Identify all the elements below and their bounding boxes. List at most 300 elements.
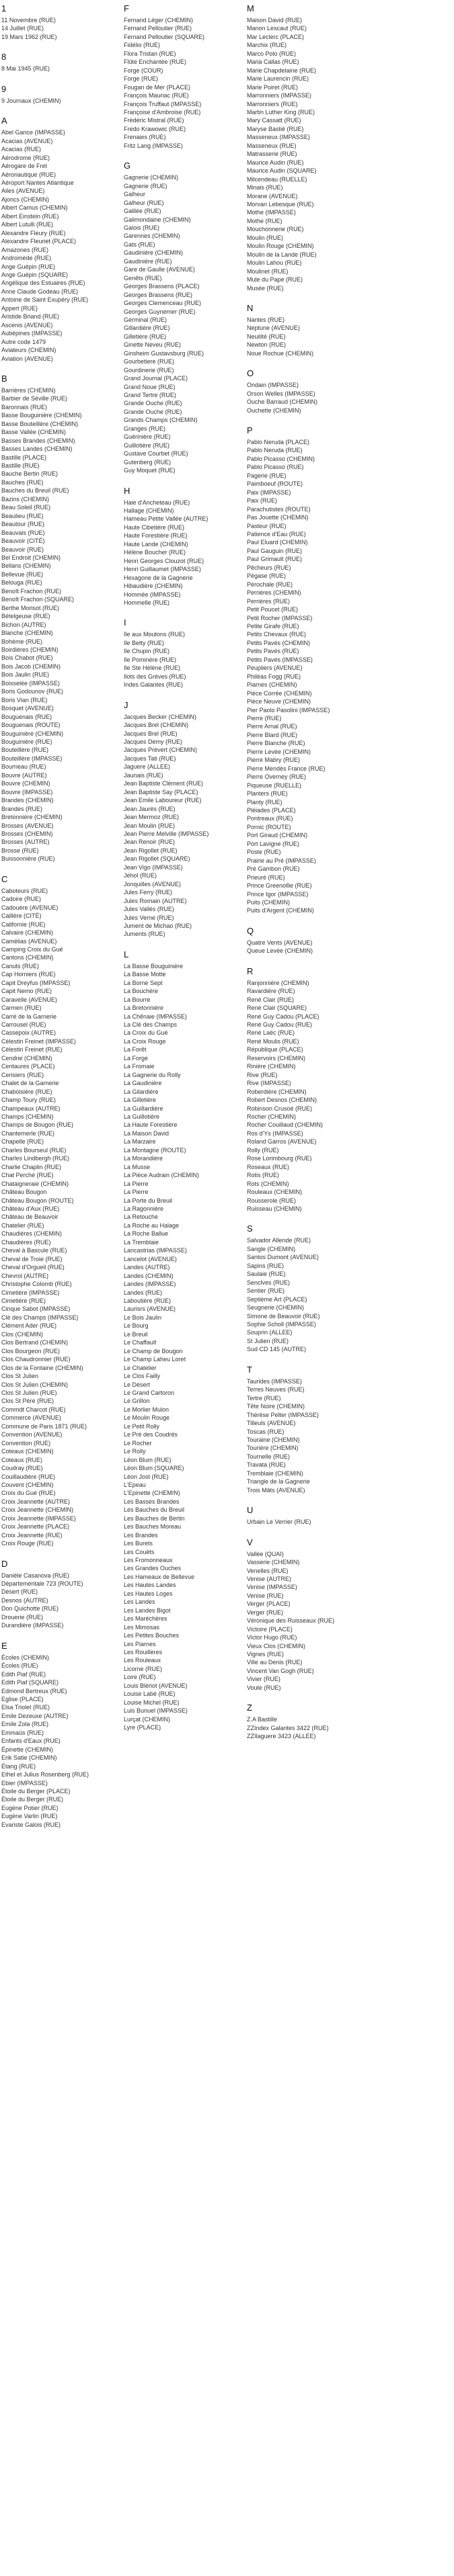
street-entry: Emile Zola (RUE)	[1, 1721, 49, 1728]
street-entry: Épinette (CHEMIN)	[1, 1746, 54, 1753]
street-entry: Cap Horniers (RUE)	[1, 971, 56, 978]
street-entry: Croix Jeannette (RUE)	[1, 1531, 63, 1539]
street-entry: Edith Piaf (RUE)	[1, 1670, 46, 1678]
street-entry: Pierre Overney (RUE)	[247, 773, 307, 781]
street-entry: Le Grand Cartoron	[124, 1389, 175, 1396]
street-entry: Chatelier (RUE)	[1, 1221, 44, 1229]
letter-section	[247, 1223, 365, 1353]
street-entry: Château d'Aux (RUE)	[1, 1205, 60, 1212]
street-entry: Appert (RUE)	[1, 304, 38, 312]
street-entry: Champs (CHEMIN)	[1, 1113, 54, 1121]
street-entry: Le Champ de Bougon	[124, 1347, 183, 1355]
street-entry: Juments (RUE)	[124, 931, 165, 938]
street-entry: La Marzaire	[124, 1138, 156, 1146]
street-entry: Les Hameaux de Bellevue	[124, 1573, 195, 1580]
street-entry: La Musse	[124, 1163, 151, 1170]
letter-section	[1, 83, 119, 105]
street-entry: Carmen (RUE)	[1, 1004, 42, 1012]
street-entry: Ginette Neveu (RUE)	[124, 341, 182, 349]
street-entry: Coudray (RUE)	[1, 1465, 43, 1472]
street-entry: Landes (IMPASSE)	[124, 1281, 176, 1288]
street-entry: Clos St Julien (CHEMIN)	[1, 1381, 69, 1388]
street-entry: L'Epinette (CHEMIN)	[124, 1490, 180, 1497]
street-entry: Clos Chaudronnier (RUE)	[1, 1356, 71, 1363]
street-entry: Don Quichotte (RUE)	[1, 1605, 59, 1613]
street-entry: Pierre Levée (CHEMIN)	[247, 748, 311, 755]
street-entry: St Julien (RUE)	[247, 1337, 289, 1344]
street-entry: Les Petites Bouches	[124, 1632, 180, 1639]
street-entry: La Gaudinière	[124, 1080, 162, 1087]
section-letter: B	[1, 373, 7, 384]
street-entry: Benoît Frachon (SQUARE)	[1, 596, 75, 603]
street-entry: Hallage (CHEMIN)	[124, 507, 174, 515]
street-entry: Chapelle (RUE)	[1, 1138, 44, 1146]
street-entry: Basse Bouteillère (CHEMIN)	[1, 420, 79, 427]
section-letter: 9	[1, 83, 7, 94]
street-entry: Pagerie (RUE)	[247, 472, 287, 479]
street-entry: Désert (RUE)	[1, 1588, 38, 1596]
section-letter: H	[124, 485, 130, 496]
street-entry: Pierre Mendès France (RUE)	[247, 765, 326, 772]
street-entry: Le Moulin Rouge	[124, 1414, 170, 1422]
letter-section	[247, 425, 365, 915]
street-entry: Aéronautique (RUE)	[1, 171, 56, 178]
street-entry: Bois Jaulin (RUE)	[1, 671, 50, 679]
street-entry: Mary Cassatt (RUE)	[247, 117, 301, 124]
street-entry: Beauvoir (RUE)	[1, 546, 44, 553]
street-entry: Bretonnière (CHEMIN)	[1, 814, 63, 821]
street-entry: 14 Juillet (RUE)	[1, 25, 44, 32]
street-entry: Ouchette (CHEMIN)	[247, 406, 301, 414]
section-letter: P	[247, 425, 253, 436]
street-entry: Centaures (PLACE)	[1, 1063, 55, 1070]
street-entry: Urbain Le Verrier (RUE)	[247, 1518, 311, 1526]
street-entry: Forge (COUR)	[124, 67, 163, 74]
street-entry: La Forêt	[124, 1046, 147, 1054]
street-entry: Les Landes Bigot	[124, 1606, 171, 1614]
street-entry: La Roche Ballue	[124, 1230, 169, 1238]
street-entry: Léon Blum (SQUARE)	[124, 1465, 184, 1472]
street-entry: Venelles (RUE)	[247, 1567, 289, 1574]
street-entry: Triangle de la Gagnerie	[247, 1478, 310, 1486]
street-entry: Germinal (RUE)	[124, 316, 167, 323]
street-entry: Pérochale (RUE)	[247, 581, 293, 588]
street-entry: Jacques Becker (CHEMIN)	[124, 713, 197, 720]
street-entry: Mothe (RUE)	[247, 217, 282, 224]
street-entry: Barrières (CHEMIN)	[1, 386, 56, 394]
street-entry: Cerisiers (RUE)	[1, 1071, 44, 1078]
street-entry: Sophie Scholl (IMPASSE)	[247, 1320, 316, 1328]
street-entry: Gagnerie (CHEMIN)	[124, 174, 179, 181]
street-entry: Le Petit Rolly	[124, 1422, 160, 1430]
street-entry: Coteaux (CHEMIN)	[1, 1448, 54, 1455]
street-entry: Fidélio (RUE)	[124, 42, 161, 49]
section-letter: U	[247, 1505, 254, 1516]
street-entry: Fougan de Mer (PLACE)	[124, 83, 191, 91]
section-letter: D	[1, 1558, 8, 1569]
street-entry: Licorne (RUE)	[124, 1665, 163, 1672]
street-entry: Marronniers (IMPASSE)	[247, 92, 311, 99]
street-entry: Gourdinerie (RUE)	[124, 366, 174, 374]
street-entry: Grands Champs (CHEMIN)	[124, 417, 198, 424]
street-entry: Carrousel (RUE)	[1, 1021, 46, 1029]
street-entry: Planters (RUE)	[247, 790, 288, 798]
street-entry: Rocher (CHEMIN)	[247, 1113, 297, 1121]
street-entry: Jean Vigo (IMPASSE)	[124, 863, 183, 871]
street-entry: Forge (RUE)	[124, 75, 159, 83]
street-entry: Le Morlier Mulon	[124, 1406, 169, 1413]
street-entry: La Bouchère	[124, 988, 159, 995]
street-entry: Chevrol (AUTRE)	[1, 1272, 49, 1279]
street-entry: Carré de la Garnerie	[1, 1013, 57, 1020]
street-entry: Pré Gambon (RUE)	[247, 865, 300, 873]
street-entry: Rotis (RUE)	[247, 1172, 280, 1179]
street-entry: 11 Novembre (RUE)	[1, 17, 56, 24]
street-entry: Danièle Casanova (RUE)	[1, 1572, 70, 1579]
section-letter: C	[1, 873, 8, 884]
street-entry: Eugène Varlin (RUE)	[1, 1813, 58, 1820]
street-entry: Benoît Frachon (RUE)	[1, 587, 62, 595]
street-entry: Pièce Neuve (CHEMIN)	[247, 698, 311, 705]
letter-section	[247, 1702, 365, 1740]
street-entry: Jean Baptiste Clément (RUE)	[124, 780, 204, 787]
street-entry: Victoire (PLACE)	[247, 1625, 293, 1633]
street-entry: Eugène Potier (RUE)	[1, 1804, 59, 1811]
street-entry: Cassepoix (AUTRE)	[1, 1029, 56, 1037]
street-entry: Newton (RUE)	[247, 341, 287, 349]
letter-section	[1, 873, 119, 1548]
street-entry: Pablo Neruda (PLACE)	[247, 439, 310, 446]
street-entry: Landes (RUE)	[124, 1289, 163, 1296]
street-entry: Croix du Gué (RUE)	[1, 1490, 56, 1497]
street-entry: Boirdières (CHEMIN)	[1, 646, 59, 653]
street-entry: La Croix Rouge	[124, 1037, 166, 1045]
street-entry: Milcendeau (RUELLE)	[247, 175, 307, 183]
street-entry: Laboutière (RUE)	[124, 1297, 172, 1304]
street-entry: Ile aux Moutons (RUE)	[124, 631, 186, 638]
street-entry: Basses Brandes (CHEMIN)	[1, 437, 75, 444]
street-entry: Edith Piaf (SQUARE)	[1, 1679, 59, 1686]
street-entry: Pièce Corrée (CHEMIN)	[247, 689, 312, 697]
street-entry: Rinière (CHEMIN)	[247, 1063, 296, 1070]
street-entry: Port Giraud (CHEMIN)	[247, 832, 308, 839]
street-entry: Jean Rigollet (RUE)	[124, 847, 178, 854]
street-entry: Albert Lutulli (RUE)	[1, 221, 54, 228]
street-entry: Ginsheim Gustavsburg (RUE)	[124, 349, 204, 357]
street-entry: Neuilité (RUE)	[247, 333, 286, 340]
street-entry: La Chênaie (IMPASSE)	[124, 1013, 187, 1020]
street-entry: Orson Welles (IMPASSE)	[247, 390, 315, 397]
street-entry: Bellevue (RUE)	[1, 570, 44, 578]
street-entry: Bauches (RUE)	[1, 478, 44, 486]
street-entry: La Forge	[124, 1054, 149, 1062]
street-entry: Taurides (IMPASSE)	[247, 1377, 302, 1385]
street-entry: Cendrie (CHEMIN)	[1, 1054, 52, 1062]
street-entry: La Ragonnière	[124, 1205, 164, 1212]
street-entry: Ile Betty (RUE)	[124, 639, 165, 646]
street-entry: Les Piarnes	[124, 1640, 156, 1647]
street-entry: Le Champ Laheu Loret	[124, 1356, 186, 1363]
street-entry: Tilleuls (AVENUE)	[247, 1420, 296, 1427]
street-entry: Morvan Lebesque (RUE)	[247, 200, 314, 208]
street-entry: Perrières (CHEMIN)	[247, 589, 301, 597]
street-entry: Guy Moquet (RUE)	[124, 467, 176, 474]
street-entry: Clé des Champs (IMPASSE)	[1, 1314, 79, 1321]
street-entry: Roland Garros (AVENUE)	[247, 1138, 317, 1146]
street-entry: Les Couëts	[124, 1548, 155, 1555]
street-entry: Beauvoir (CITÉ)	[1, 538, 45, 545]
street-entry: Senclves (RUE)	[247, 1279, 291, 1286]
street-entry: Bouvre (CHEMIN)	[1, 780, 50, 787]
street-entry: Le Bourg	[124, 1322, 149, 1330]
street-entry: Basse Vallée (CHEMIN)	[1, 429, 66, 436]
street-entry: Ebier (IMPASSE)	[1, 1779, 48, 1787]
street-entry: Jacques Prévert (CHEMIN)	[124, 746, 198, 754]
street-entry: Jument de Michao (RUE)	[124, 922, 192, 929]
street-entry: Château de Beauvoir	[1, 1213, 59, 1221]
street-entry: Croix Jeannette (CHEMIN)	[1, 1506, 74, 1514]
street-entry: Eglise (PLACE)	[1, 1696, 44, 1703]
street-entry: Fernand Léger (CHEMIN)	[124, 17, 194, 24]
street-entry: Étoile du Berger (PLACE)	[1, 1788, 71, 1795]
street-entry: Clos de la Fontaine (CHEMIN)	[1, 1364, 83, 1371]
street-entry: Pierre (RUE)	[247, 714, 282, 722]
street-entry: René Clair (SQUARE)	[247, 1004, 307, 1012]
street-entry: La Pierre	[124, 1189, 149, 1196]
street-entry: Roseaux (RUE)	[247, 1163, 290, 1170]
street-entry: Rocher Couillaud (CHEMIN)	[247, 1121, 324, 1129]
street-entry: Prieuré (RUE)	[247, 873, 285, 881]
street-entry: Bauche Bertin (RUE)	[1, 470, 59, 478]
street-entry: Tertre (RUE)	[247, 1394, 281, 1402]
street-entry: Flora Tristan (RUE)	[124, 50, 176, 57]
street-entry: Rolly (RUE)	[247, 1146, 279, 1154]
street-entry: Septième Art (PLACE)	[247, 1295, 307, 1303]
street-entry: Champs de Bougon (RUE)	[1, 1121, 74, 1129]
street-entry: ZZIlaguere 3423 (ALLEE)	[247, 1733, 316, 1740]
street-entry: Pablo Picasso (CHEMIN)	[247, 455, 315, 462]
street-entry: Basse Bouguinière (CHEMIN)	[1, 412, 82, 419]
street-entry: Guillotière (RUE)	[124, 441, 170, 449]
street-entry: Clément Ader (RUE)	[1, 1322, 57, 1330]
street-entry: Drouerie (RUE)	[1, 1613, 44, 1621]
street-entry: Chataigneraie (CHEMIN)	[1, 1180, 69, 1187]
section-letter: S	[247, 1223, 253, 1234]
street-entry: Evariste Galois (RUE)	[1, 1821, 61, 1828]
street-entry: Belouga (RUE)	[1, 579, 42, 587]
street-entry: La Montagne (ROUTE)	[124, 1146, 186, 1154]
street-entry: Ravardière (RUE)	[247, 988, 295, 995]
street-entry: La Fromaie	[124, 1063, 155, 1070]
street-entry: Marie Chapdelaine (RUE)	[247, 67, 317, 74]
street-entry: Rouleaux (CHEMIN)	[247, 1189, 303, 1196]
street-entry: Musée (RUE)	[247, 284, 284, 292]
street-entry: Ruisseau (CHEMIN)	[247, 1205, 302, 1212]
letter-section	[124, 3, 241, 150]
street-entry: Clos (CHEMIN)	[1, 1330, 43, 1338]
street-entry: Henri Guillaumet (IMPASSE)	[124, 566, 201, 573]
street-entry: Ile Chupin (RUE)	[124, 648, 170, 655]
street-entry: Toscas (RUE)	[247, 1428, 285, 1435]
street-entry: Bouguinière (CHEMIN)	[1, 730, 64, 737]
street-entry: Ange Guépin (SQUARE)	[1, 271, 69, 278]
street-entry: Célestin Freinet (RUE)	[1, 1046, 63, 1054]
street-entry: Pierre Mabry (RUE)	[247, 757, 301, 764]
street-entry: Piarnes (CHEMIN)	[247, 681, 297, 689]
street-entry: Château Bougon (ROUTE)	[1, 1197, 74, 1204]
street-entry: Hommée (IMPASSE)	[124, 591, 181, 598]
street-entry: Ascenis (AVENUE)	[1, 321, 53, 329]
street-entry: Georges Brassens (PLACE)	[124, 283, 200, 290]
street-entry: Landes (AUTRE)	[124, 1264, 170, 1271]
street-entry: Jean Jaurès (RUE)	[124, 805, 176, 812]
street-entry: Matrasserie (RUE)	[247, 151, 297, 158]
street-entry: La Gilardière	[124, 1088, 159, 1095]
street-entry: Étoile du Berger (RUE)	[1, 1796, 64, 1803]
street-entry: Henri Georges Clouzot (RUE)	[124, 557, 204, 564]
letter-section	[124, 485, 241, 607]
street-entry: Brosse (RUE)	[1, 847, 39, 854]
street-entry: Prince Igor (IMPASSE)	[247, 890, 309, 898]
street-entry: Santos Dumont (AVENUE)	[247, 1254, 319, 1261]
street-entry: Bouguenais (ROUTE)	[1, 722, 61, 729]
street-entry: Pablo Neruda (RUE)	[247, 447, 303, 454]
street-entry: Lancelot (AVENUE)	[124, 1255, 177, 1262]
street-entry: Croix Jeannette (IMPASSE)	[1, 1514, 76, 1522]
street-entry: Elsa Triolet (RUE)	[1, 1704, 50, 1711]
street-entry: Pornic (ROUTE)	[247, 823, 291, 830]
street-entry: Genêts (RUE)	[124, 274, 162, 282]
street-entry: Chaudières (CHEMIN)	[1, 1230, 63, 1238]
street-entry: Brandes (RUE)	[1, 805, 43, 812]
street-entry: Croix Jeannette (AUTRE)	[1, 1498, 71, 1505]
street-entry: Les Rouleaux	[124, 1657, 161, 1664]
street-entry: La Porte du Breuil	[124, 1197, 173, 1204]
street-entry: Jacques Brel (CHEMIN)	[124, 722, 189, 729]
street-entry: Galilée (RUE)	[124, 208, 161, 215]
street-entry: Ailes (AVENUE)	[1, 187, 45, 195]
street-entry: Bois Chabot (RUE)	[1, 654, 53, 662]
street-entry: Jacques Brel (RUE)	[124, 730, 178, 737]
street-entry: Jaunais (RUE)	[124, 771, 163, 779]
street-entry: Aviateurs (CHEMIN)	[1, 347, 56, 354]
street-entry: Port Lavigne (RUE)	[247, 840, 300, 847]
street-entry: Marie Poiret (RUE)	[247, 83, 299, 91]
street-entry: Moulin de la Lande (RUE)	[247, 251, 317, 258]
street-entry: Maryse Bastié (RUE)	[247, 125, 304, 132]
street-entry: Puits d'Argent (CHEMIN)	[247, 907, 314, 914]
letter-section	[247, 302, 365, 357]
street-entry: Gats (RUE)	[124, 241, 155, 248]
street-entry: Verger (RUE)	[247, 1608, 284, 1616]
street-entry: Mar Leclerc (PLACE)	[247, 33, 305, 40]
street-entry: Tête Noire (CHEMIN)	[247, 1403, 305, 1410]
street-entry: Bellans (CHEMIN)	[1, 562, 51, 570]
street-entry: Chalet de la Garnerie	[1, 1080, 59, 1087]
street-entry: Masseneux (RUE)	[247, 142, 297, 149]
street-entry: Clos St Julien	[1, 1373, 39, 1380]
street-entry: La Bourre	[124, 996, 151, 1003]
street-entry: Les Grandes Ouches	[124, 1565, 182, 1572]
street-entry: La Guillotière	[124, 1113, 160, 1121]
street-entry: Verger (PLACE)	[247, 1600, 291, 1608]
street-entry: Durandière (IMPASSE)	[1, 1622, 64, 1629]
street-entry: Gustave Courbet (RUE)	[124, 450, 188, 458]
letter-section	[1, 3, 119, 41]
street-entry: Fredo Krawowic (RUE)	[124, 125, 186, 132]
street-entry: Le Pré des Coudrés	[124, 1431, 178, 1439]
street-entry: Boris Godounov (RUE)	[1, 688, 64, 695]
street-entry: René Moulis (RUE)	[247, 1037, 299, 1045]
street-entry: Souprin (ALLEE)	[247, 1329, 293, 1336]
street-entry: Charles Bourseul (RUE)	[1, 1146, 67, 1154]
street-entry: Marchix (RUE)	[247, 42, 287, 49]
street-entry: Calvaire (CHEMIN)	[1, 929, 54, 937]
street-entry: Chaboisière (RUE)	[1, 1088, 52, 1095]
street-entry: Salvador Allende (RUE)	[247, 1237, 311, 1244]
street-entry: Moulin Lahou (RUE)	[247, 259, 302, 267]
street-entry: René Laëc (RUE)	[247, 1029, 295, 1037]
street-entry: Aubépines (IMPASSE)	[1, 330, 63, 337]
street-entry: Paimboeuf (ROUTE)	[247, 480, 303, 488]
street-entry: Ros d'Ys (IMPASSE)	[247, 1129, 303, 1137]
section-letter: G	[124, 161, 131, 171]
street-entry: Les Bauches Moreau	[124, 1523, 182, 1531]
street-entry: Les Brandes	[124, 1531, 158, 1539]
street-entry: ZZIndex Galantes 3422 (RUE)	[247, 1724, 329, 1731]
street-entry: Bouguinière (RUE)	[1, 738, 52, 745]
street-entry: Acacias (RUE)	[1, 146, 42, 153]
street-entry: Jules Verne (RUE)	[124, 914, 174, 921]
street-entry: Convention (AVENUE)	[1, 1431, 63, 1439]
street-entry: Frenaies (RUE)	[124, 134, 166, 141]
street-entry: Bouvre (AUTRE)	[1, 771, 47, 779]
street-entry: Pasteur (RUE)	[247, 522, 287, 529]
street-entry: Beauvais (RUE)	[1, 529, 45, 536]
street-entry: Baronnais (RUE)	[1, 403, 48, 411]
street-entry: Bouteillère (RUE)	[1, 746, 49, 754]
street-entry: Beautour (RUE)	[1, 521, 45, 528]
street-entry: Pierre Blard (RUE)	[247, 731, 298, 738]
street-entry: Bourneau (RUE)	[1, 763, 46, 771]
street-entry: Buissonnière (RUE)	[1, 855, 55, 863]
street-entry: Pierre Arnal (RUE)	[247, 723, 297, 730]
street-entry: Ange Guépin (RUE)	[1, 263, 56, 270]
street-entry: Lurçat (CHEMIN)	[124, 1715, 171, 1723]
street-entry: Coteaux (RUE)	[1, 1456, 43, 1463]
street-entry: Clos Bertrand (CHEMIN)	[1, 1339, 69, 1346]
section-letter: Z	[247, 1703, 252, 1713]
street-entry: Beaulieu (RUE)	[1, 512, 44, 519]
street-entry: La Pièce Audrain (CHEMIN)	[124, 1172, 200, 1179]
street-entry: Étang (RUE)	[1, 1762, 36, 1770]
street-entry: Galheur (RUE)	[124, 199, 164, 206]
letter-section	[124, 949, 241, 1732]
street-entry: Bastille (PLACE)	[1, 454, 47, 461]
street-entry: Desnos (AUTRE)	[1, 1596, 48, 1604]
street-entry: Robinson Crusoé (RUE)	[247, 1105, 313, 1112]
street-entry: Aristide Briand (RUE)	[1, 313, 60, 320]
street-entry: Tournelle (RUE)	[247, 1453, 291, 1460]
street-entry: Jaguere (ALLEE)	[124, 763, 171, 771]
street-entry: Fritz Lang (IMPASSE)	[124, 142, 183, 149]
street-entry: Rive (IMPASSE)	[247, 1080, 291, 1087]
street-entry: Garennes (CHEMIN)	[124, 232, 180, 240]
street-entry: Vieux Clos (CHEMIN)	[247, 1642, 305, 1649]
street-entry: Petite Girafe (RUE)	[247, 623, 299, 630]
street-entry: Moulin (RUE)	[247, 234, 284, 241]
street-entry: Jules Romain (AUTRE)	[124, 897, 187, 904]
